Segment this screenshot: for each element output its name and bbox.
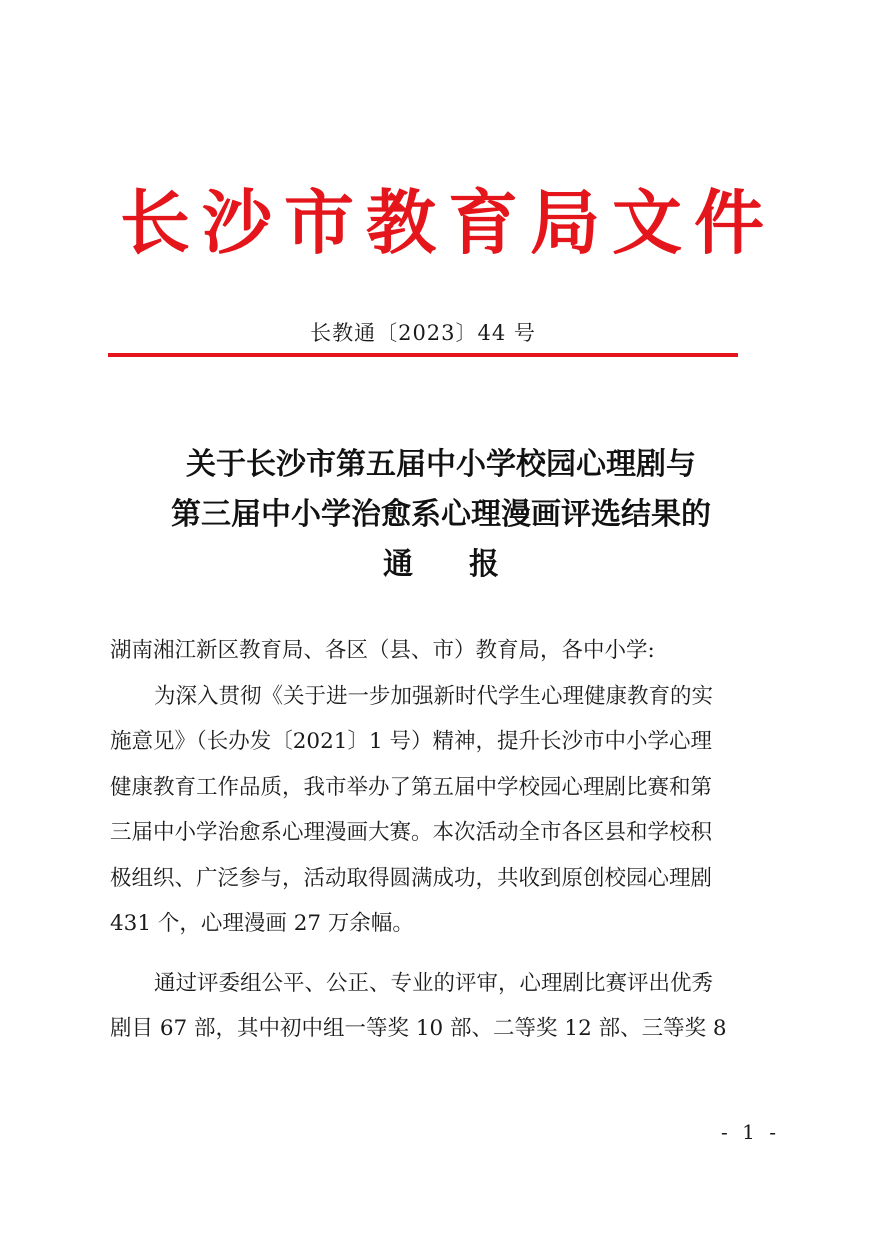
red-divider [108, 353, 738, 357]
notice-title-line-2: 第三届中小学治愈系心理漫画评选结果的 [171, 497, 711, 532]
notice-body [110, 628, 780, 1052]
paragraph-gap [110, 947, 780, 961]
paragraph-2-line-2: 剧目 67 部，其中初中组一等奖 10 部、二等奖 12 部、三等奖 8 [110, 1016, 727, 1041]
paragraph-2-line-1: 通过评委组公平、公正、专业的评审，心理剧比赛评出优秀 [154, 970, 714, 996]
notice-title-line-1: 关于长沙市第五届中小学校园心理剧与 [186, 447, 696, 482]
paragraph-1-line-5: 极组织、广泛参与，活动取得圆满成功，共收到原创校园心理剧 [110, 865, 713, 891]
paragraph-1-line-2: 施意见》（长办发〔2021〕1 号）精神，提升长沙市中小学心理 [110, 729, 712, 754]
notice-title [108, 440, 774, 590]
salutation: 湖南湘江新区教育局、各区（县、市）教育局，各中小学: [110, 638, 655, 663]
document-number: 长教通〔2023〕44 号 [310, 321, 536, 345]
paragraph-1-line-6: 431 个，心理漫画 27 万余幅。 [110, 911, 414, 936]
page-number: - 1 - [721, 1120, 780, 1144]
paragraph-1-line-1: 为深入贯彻《关于进一步加强新时代学生心理健康教育的实 [154, 683, 714, 709]
notice-title-line-3: 通报 [383, 547, 555, 582]
paragraph-1-line-3: 健康教育工作品质，我市举办了第五届中学校园心理剧比赛和第 [110, 774, 713, 800]
masthead-title: 长沙市教育局文件 [120, 181, 776, 264]
paragraph-1-line-4: 三届中小学治愈系心理漫画大赛。本次活动全市各区县和学校积 [110, 820, 713, 845]
